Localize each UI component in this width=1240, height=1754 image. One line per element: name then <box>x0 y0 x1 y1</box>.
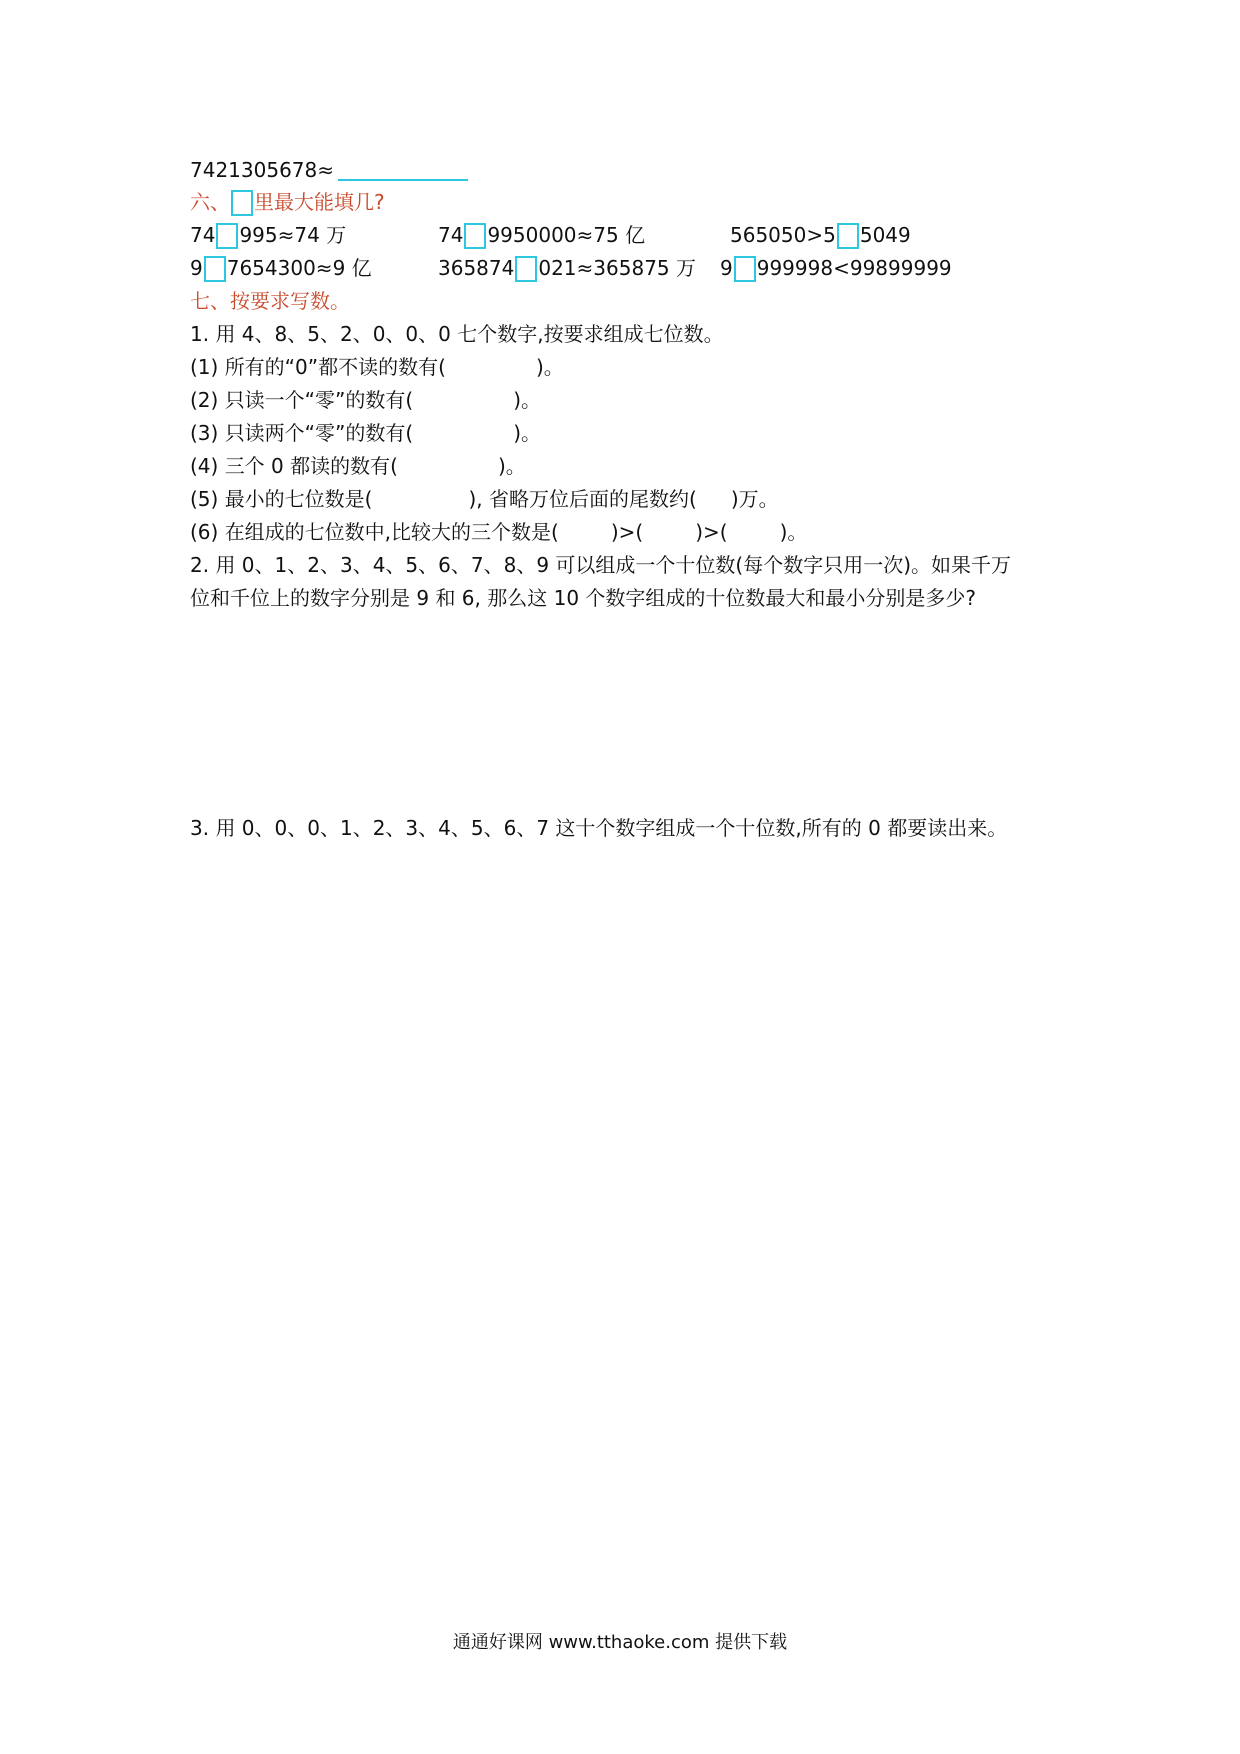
blank-box[interactable] <box>216 223 238 249</box>
blank-box[interactable] <box>231 190 253 216</box>
fill-item-2: 74 9950000≈75 亿 <box>438 223 646 247</box>
page-footer: 通通好课网 www.tthaoke.com 提供下载 <box>452 1632 788 1653</box>
answer-underline[interactable] <box>338 159 468 181</box>
fill-item-1: 74 995≈74 万 <box>190 223 347 247</box>
blank-box[interactable] <box>204 256 226 282</box>
question-3: 3. 用 0、0、0、1、2、3、4、5、6、7 这十个数字组成一个十位数,所有的 0 都要读出来。 <box>190 816 1008 840</box>
sub-question-1: (1) 所有的“0”都不读的数有( )。 <box>190 355 564 379</box>
fill-item-6: 9 999998<99899999 <box>720 256 952 280</box>
sub-question-2: (2) 只读一个“零”的数有( )。 <box>190 388 542 412</box>
question-2-line-1: 2. 用 0、1、2、3、4、5、6、7、8、9 可以组成一个十位数(每个数字只用一次)。如果千万 <box>190 553 1012 577</box>
sub-question-4: (4) 三个 0 都读的数有( )。 <box>190 454 526 478</box>
blank-box[interactable] <box>837 223 859 249</box>
blank-box[interactable] <box>464 223 486 249</box>
fill-item-3: 565050>5 5049 <box>730 223 911 247</box>
fill-item-4: 9 7654300≈9 亿 <box>190 256 372 280</box>
rounding-expression: 7421305678≈ <box>190 156 468 184</box>
section-6-heading: 六、 里最大能填几? <box>190 190 385 214</box>
blank-box[interactable] <box>515 256 537 282</box>
question-1: 1. 用 4、8、5、2、0、0、0 七个数字,按要求组成七位数。 <box>190 322 724 346</box>
blank-box[interactable] <box>734 256 756 282</box>
fill-item-5: 365874 021≈365875 万 <box>438 256 696 280</box>
sub-question-3: (3) 只读两个“零”的数有( )。 <box>190 421 542 445</box>
question-2-line-2: 位和千位上的数字分别是 9 和 6, 那么这 10 个数字组成的十位数最大和最小分别是多少? <box>190 586 977 610</box>
sub-question-5: (5) 最小的七位数是( ), 省略万位后面的尾数约( )万。 <box>190 487 779 511</box>
sub-question-6: (6) 在组成的七位数中,比较大的三个数是( )>( )>( )。 <box>190 520 808 544</box>
section-7-heading: 七、按要求写数。 <box>190 289 350 313</box>
